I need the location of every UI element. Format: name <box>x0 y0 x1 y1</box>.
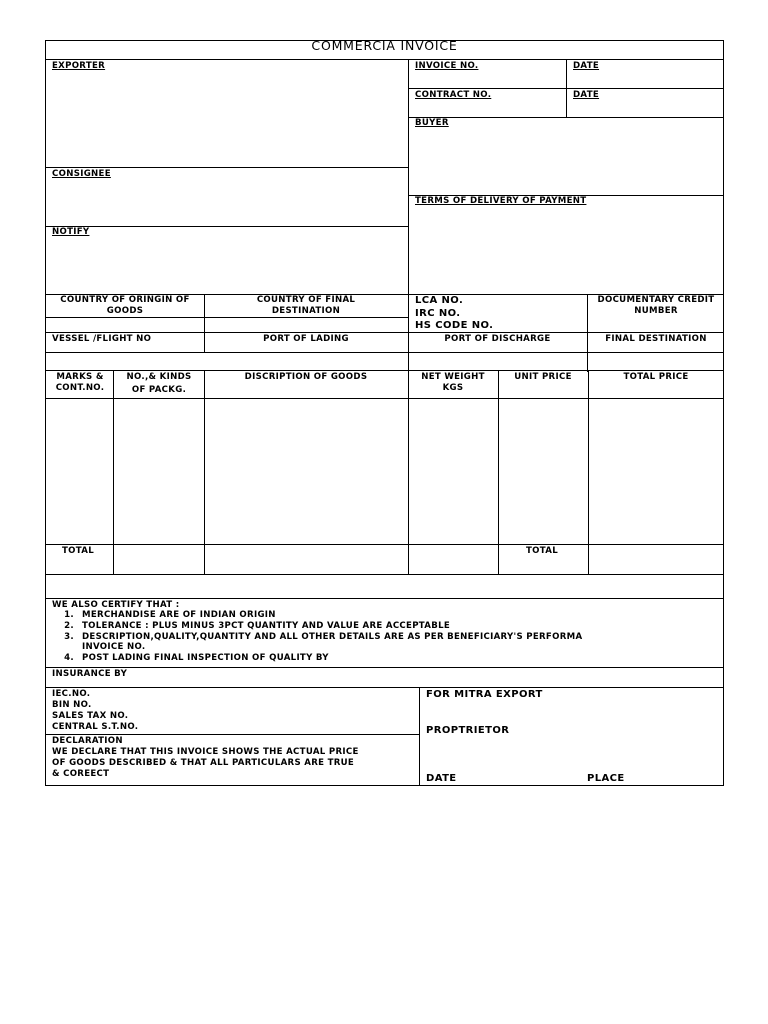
irc-no-label: IRC NO. <box>415 307 461 319</box>
vessel-flight-label: VESSEL /FLIGHT NO <box>52 334 152 344</box>
net-weight-header: NET WEIGHT KGS <box>421 372 485 393</box>
certify-item-text: POST LADING FINAL INSPECTION OF QUALITY BY <box>82 653 329 664</box>
certify-item <box>52 653 717 664</box>
declaration-line-2: OF GOODS DESCRIBED & THAT ALL PARTICULARS ARE TRUE <box>52 758 355 768</box>
bin-no-label: BIN NO. <box>52 700 92 710</box>
insurance-label: INSURANCE BY <box>52 669 128 679</box>
certify-item <box>52 632 717 643</box>
for-company-label: FOR MITRA EXPORT <box>426 689 543 700</box>
declaration-line-1: WE DECLARE THAT THIS INVOICE SHOWS THE ACTUAL PRICE <box>52 747 359 757</box>
insurance-divider <box>45 687 724 688</box>
goods-col-4-divider <box>498 370 499 574</box>
certify-item <box>52 610 717 621</box>
iec-no-label: IEC.NO. <box>52 689 91 699</box>
certify-item-number: 1. <box>64 610 74 620</box>
goods-body-divider <box>45 544 724 545</box>
lca-no-label: LCA NO. <box>415 295 464 306</box>
description-header: DISCRIPTION OF GOODS <box>244 372 368 382</box>
sales-tax-label: SALES TAX NO. <box>52 711 129 721</box>
signature-date-label: DATE <box>426 773 457 784</box>
certify-item-number: 4. <box>64 653 74 664</box>
country-final-label: COUNTRY OF FINAL DESTINATION <box>256 295 356 316</box>
declaration-heading: DECLARATION <box>52 736 123 746</box>
exporter-divider <box>45 167 408 168</box>
buyer-label: BUYER <box>415 118 449 128</box>
goods-col-3-divider <box>408 370 409 574</box>
documentary-credit-label: DOCUMENTARY CREDIT NUMBER <box>597 295 715 316</box>
certify-item-number: 2. <box>64 620 74 631</box>
certify-heading: WE ALSO CERTIFY THAT : <box>52 600 180 610</box>
main-vertical-divider <box>408 59 409 373</box>
invoice-frame <box>45 40 724 786</box>
certify-divider <box>45 667 724 668</box>
proprietor-label: PROPTRIETOR <box>426 725 510 736</box>
signature-place-label: PLACE <box>587 773 625 784</box>
country-origin-label: COUNTRY OF ORINGIN OF GOODS <box>60 295 190 316</box>
documentary-column-divider <box>587 294 588 332</box>
kinds-header-line1: NO.,& KINDS <box>126 372 192 382</box>
certify-list <box>52 610 717 664</box>
goods-header-divider <box>45 398 724 399</box>
contract-row-divider <box>408 117 724 118</box>
contract-date-label: DATE <box>573 90 600 100</box>
marks-header: MARKS & CONT.NO. <box>55 372 105 393</box>
unit-price-header: UNIT PRICE <box>514 372 572 382</box>
total-row-divider <box>45 574 724 575</box>
port-lading-label: PORT OF LADING <box>263 334 349 344</box>
invoice-date-label: DATE <box>573 61 600 71</box>
invoice-no-label: INVOICE NO. <box>415 61 479 71</box>
consignee-label: CONSIGNEE <box>52 169 111 179</box>
contract-no-label: CONTRACT NO. <box>415 90 492 100</box>
title-divider <box>45 59 724 60</box>
terms-label: TERMS OF DELIVERY OF PAYMENT <box>415 196 587 206</box>
shipping-row-divider <box>45 370 724 371</box>
blank-row-divider <box>45 598 724 599</box>
page-title: COMMERCIA INVOICE <box>311 38 458 53</box>
certify-item <box>52 621 717 632</box>
hs-code-label: HS CODE NO. <box>415 320 494 331</box>
certify-item-text: DESCRIPTION,QUALITY,QUANTITY AND ALL OTHER DETAILS ARE AS PER BENEFICIARY'S PERFORMA <box>82 631 583 642</box>
goods-col-1-divider <box>113 370 114 574</box>
notify-label: NOTIFY <box>52 227 90 237</box>
declaration-line-3: & COREECT <box>52 769 110 779</box>
total-right-label: TOTAL <box>526 546 558 556</box>
goods-col-2-divider <box>204 370 205 574</box>
origin-row-divider <box>45 332 724 333</box>
goods-col-5-divider <box>588 370 589 574</box>
registration-divider <box>45 734 419 735</box>
signature-column-divider <box>419 687 420 786</box>
port-discharge-label: PORT OF DISCHARGE <box>444 334 551 344</box>
total-left-label: TOTAL <box>62 546 94 556</box>
final-destination-label: FINAL DESTINATION <box>605 334 707 344</box>
certify-item-continuation: INVOICE NO. <box>82 642 146 653</box>
final-dest-column-divider <box>587 332 588 372</box>
central-st-label: CENTRAL S.T.NO. <box>52 722 139 732</box>
date-column-divider <box>566 59 567 117</box>
origin-inner-divider <box>45 317 408 318</box>
shipping-inner-divider <box>45 352 724 353</box>
exporter-label: EXPORTER <box>52 61 106 71</box>
certify-item-text: MERCHANDISE ARE OF INDIAN ORIGIN <box>82 610 276 620</box>
consignee-divider <box>45 226 408 227</box>
certify-item-text: TOLERANCE : PLUS MINUS 3PCT QUANTITY AND VALUE ARE ACCEPTABLE <box>82 620 451 631</box>
total-price-header: TOTAL PRICE <box>623 372 689 382</box>
kinds-header-line2: OF PACKG. <box>131 385 187 395</box>
certify-item-number: 3. <box>64 631 74 642</box>
